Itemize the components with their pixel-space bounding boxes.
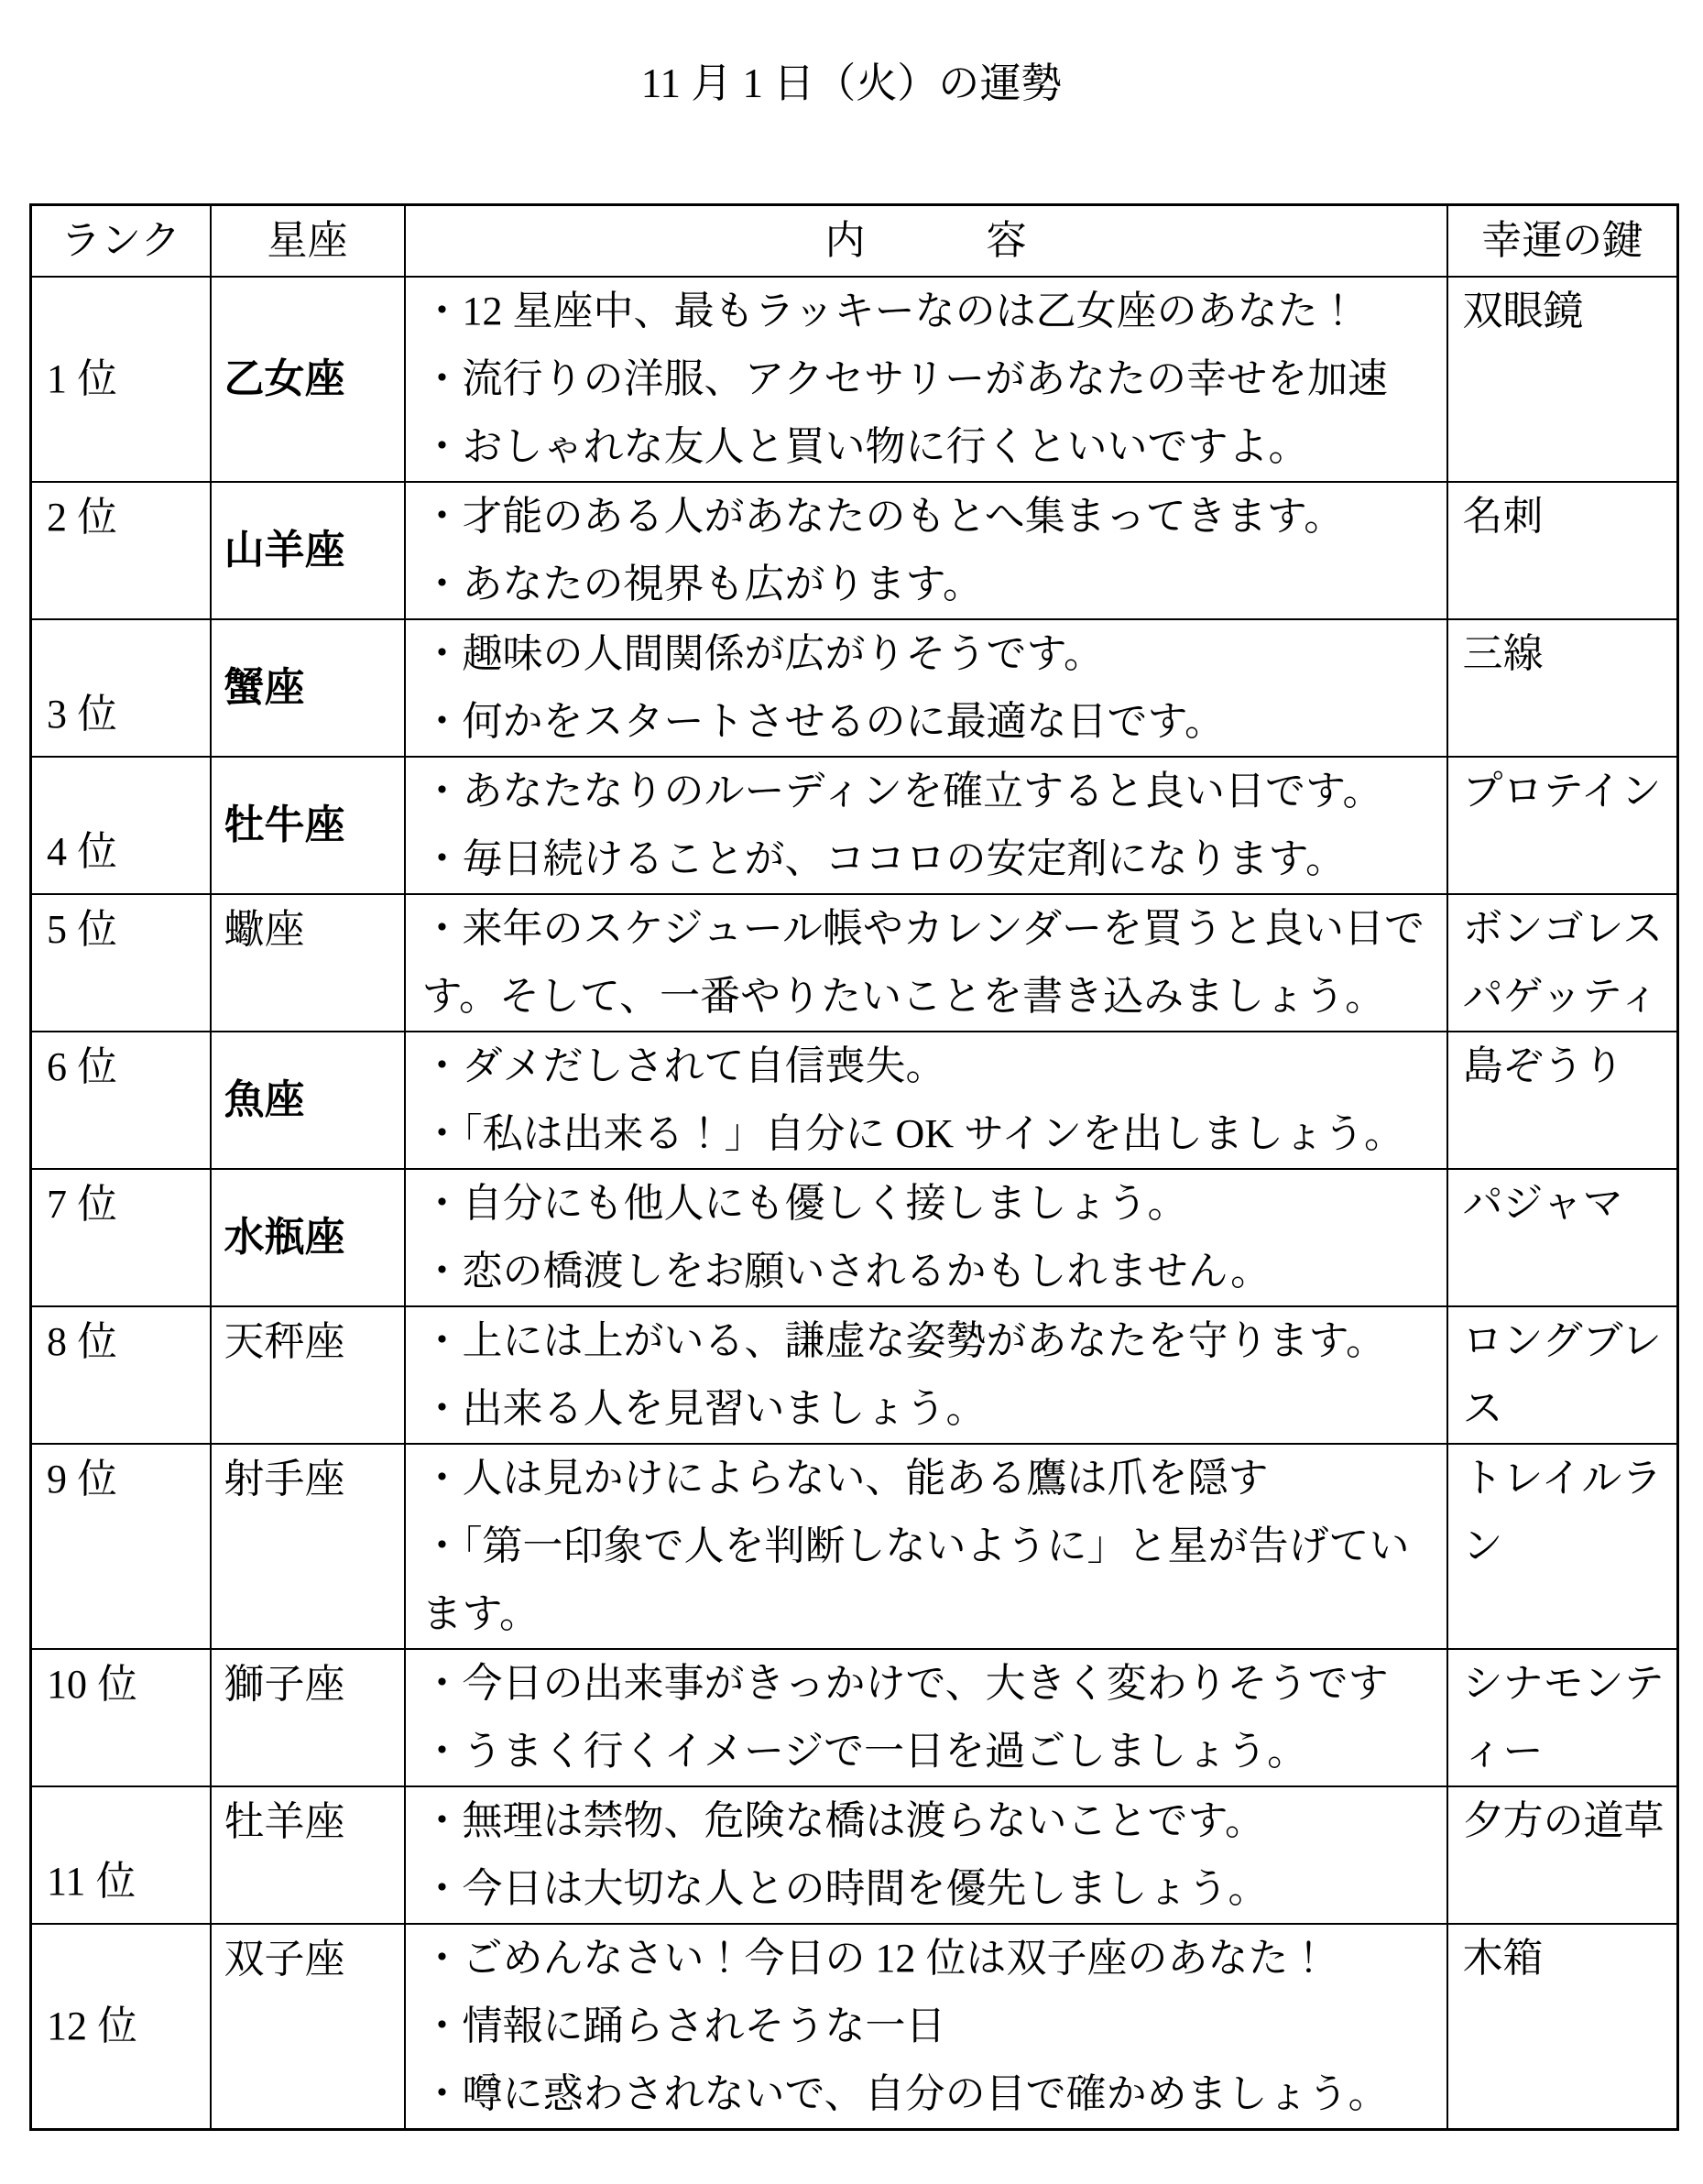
header-rank: ランク [31,205,211,278]
content-line: ・才能のある人があなたのもとへ集まってきます。 [421,494,1345,539]
rank-cell: 7 位 [31,1169,211,1306]
content-line: ・情報に踊らされそうな一日 [421,2004,946,2048]
sign-cell: 双子座 [211,1924,405,2130]
sign-cell: 射手座 [211,1444,405,1649]
rank-cell: 4 位 [31,757,211,894]
horoscope-table [29,203,1679,2131]
content-line: ・ごめんなさい！今日の 12 位は双子座のあなた！ [421,1936,1329,1981]
table-header [31,205,1678,278]
rank-cell: 9 位 [31,1444,211,1649]
table-row [31,1444,1678,1649]
lucky-cell: 三線 [1447,619,1678,757]
table-row [31,1032,1678,1169]
content-line: ・あなたなりのルーディンを確立すると良い日です。 [421,769,1383,814]
lucky-cell: トレイルラン [1447,1444,1678,1649]
rank-cell: 12 位 [31,1924,211,2130]
lucky-cell: プロテイン [1447,757,1678,894]
table-row [31,619,1678,757]
lucky-cell: 木箱 [1447,1924,1678,2130]
rank-cell: 1 位 [31,277,211,482]
content-line: ・趣味の人間関係が広がりそうです。 [421,631,1104,676]
content-line: ・今日の出来事がきっかけで、大きく変わりそうです [421,1661,1389,1706]
content-line: ・流行りの洋服、アクセサリーがあなたの幸せを加速 [421,356,1389,401]
content-line: ・来年のスケジュール帳やカレンダーを買うと良い日です。そして、一番やりたいことを書き込みましょう。 [421,906,1425,1019]
table-row [31,1649,1678,1786]
content-line: ・12 星座中、最もラッキーなのは乙女座のあなた！ [421,289,1359,333]
header-sign: 星座 [211,205,405,278]
sign-cell: 天秤座 [211,1306,405,1444]
lucky-cell: 夕方の道草 [1447,1786,1678,1924]
table-row [31,1169,1678,1306]
document-title: 11 月 1 日（火）の運勢 [640,60,1063,106]
sign-cell: 山羊座 [211,482,405,619]
content-line: ・「私は出来る！」自分に OK サインを出しましょう。 [421,1111,1404,1156]
lucky-cell: シナモンティー [1447,1649,1678,1786]
rank-cell: 2 位 [31,482,211,619]
header-lucky: 幸運の鍵 [1447,205,1678,278]
sign-cell: 蟹座 [211,619,405,757]
content-line: ・無理は禁物、危険な橋は渡らないことです。 [421,1798,1265,1843]
lucky-cell: ロングブレス [1447,1306,1678,1444]
sign-cell: 獅子座 [211,1649,405,1786]
sign-cell: 乙女座 [211,277,405,482]
table-row [31,894,1678,1032]
table-body [31,277,1678,2130]
table-row [31,757,1678,894]
content-cell [405,894,1447,1032]
lucky-cell: 双眼鏡 [1447,277,1678,482]
content-line: ・出来る人を見習いましょう。 [421,1386,987,1431]
rank-cell: 6 位 [31,1032,211,1169]
content-line: ・人は見かけによらない、能ある鷹は爪を隠す [421,1456,1269,1501]
sign-cell: 牡羊座 [211,1786,405,1924]
lucky-cell: ボンゴレスパゲッティ [1447,894,1678,1032]
sign-cell: 蠍座 [211,894,405,1032]
content-line: ・うまく行くイメージで一日を過ごしましょう。 [421,1729,1308,1774]
table-row [31,1306,1678,1444]
content-line: ・「第一印象で人を判断しないように」と星が告げています。 [421,1523,1410,1636]
rank-cell: 8 位 [31,1306,211,1444]
lucky-cell: 島ぞうり [1447,1032,1678,1169]
lucky-cell: パジャマ [1447,1169,1678,1306]
header-row [31,205,1678,278]
content-line: ・毎日続けることが、ココロの安定剤になります。 [421,836,1346,881]
content-cell [405,757,1447,894]
content-line: ・今日は大切な人との時間を優先しましょう。 [421,1866,1269,1911]
rank-cell: 5 位 [31,894,211,1032]
table-row [31,277,1678,482]
table-row [31,482,1678,619]
rank-cell: 11 位 [31,1786,211,1924]
content-line: ・あなたの視界も広がります。 [421,562,983,606]
content-cell [405,1169,1447,1306]
content-line: ・噂に惑わされないで、自分の目で確かめましょう。 [421,2071,1389,2116]
content-cell [405,1649,1447,1786]
content-cell [405,619,1447,757]
content-line: ・恋の橋渡しをお願いされるかもしれません。 [421,1249,1272,1294]
content-line: ・何かをスタートさせるのに最適な日です。 [421,699,1225,744]
rank-cell: 3 位 [31,619,211,757]
header-content: 内 容 [405,205,1447,278]
content-cell [405,1786,1447,1924]
lucky-cell: 名刺 [1447,482,1678,619]
table-row [31,1924,1678,2130]
sign-cell: 牡牛座 [211,757,405,894]
content-cell [405,1924,1447,2130]
content-cell [405,1032,1447,1169]
table-row [31,1786,1678,1924]
content-cell [405,1444,1447,1649]
content-line: ・上には上がいる、謙虚な姿勢があなたを守ります。 [421,1318,1386,1363]
content-line: ・自分にも他人にも優しく接しましょう。 [421,1181,1188,1226]
content-cell [405,482,1447,619]
content-cell [405,277,1447,482]
content-line: ・おしゃれな友人と買い物に行くといいですよ。 [421,424,1309,469]
sign-cell: 水瓶座 [211,1169,405,1306]
sign-cell: 魚座 [211,1032,405,1169]
content-cell [405,1306,1447,1444]
rank-cell: 10 位 [31,1649,211,1786]
content-line: ・ダメだしされて自信喪失。 [421,1043,946,1088]
